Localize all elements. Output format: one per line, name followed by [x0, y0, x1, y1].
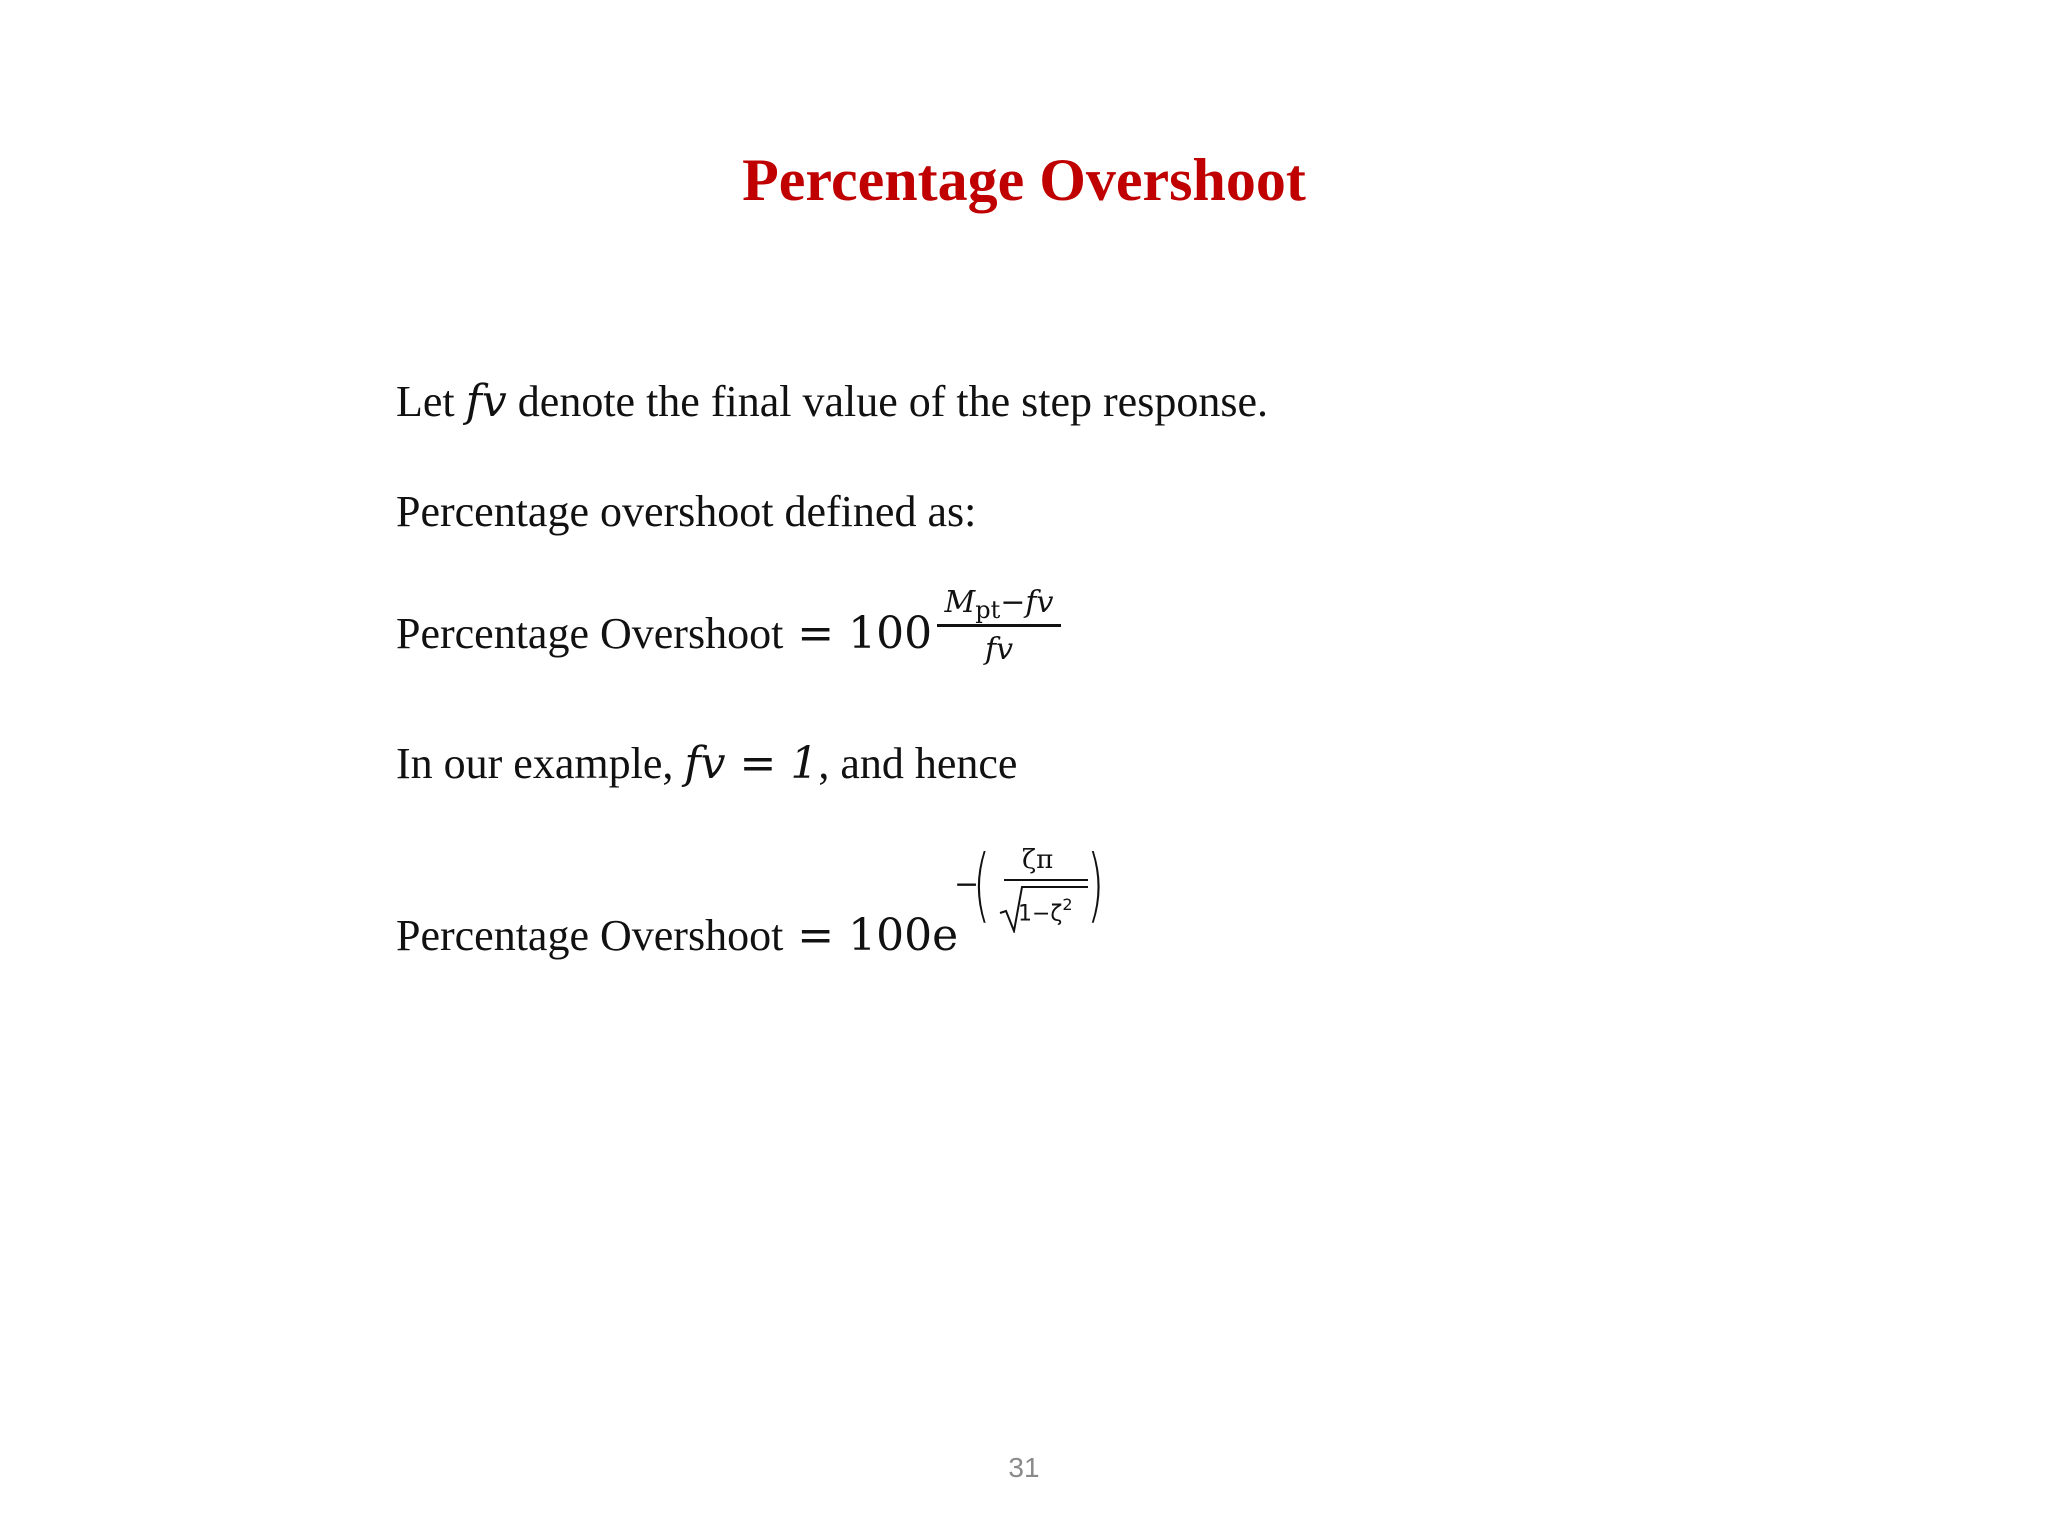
exponent-radicand [1018, 897, 1073, 926]
formula-lhs: Percentage Overshoot [396, 609, 784, 658]
text-suffix: denote the final value of the step response. [506, 377, 1268, 426]
formula-percentage-overshoot [396, 608, 933, 659]
example-statement [396, 738, 1018, 789]
page-number: 31 [1008, 1452, 1040, 1483]
left-paren: ( [973, 838, 991, 931]
formula-equals-100e: = 100e [783, 910, 959, 961]
radicand-power: 2 [1062, 895, 1073, 914]
text-prefix: In our example, [396, 739, 685, 788]
exponent-expression [952, 838, 1122, 945]
final-value-definition [396, 376, 1268, 427]
text-prefix: Let [396, 377, 466, 426]
formula-lhs: Percentage Overshoot [396, 911, 784, 960]
numerator-m: M [944, 585, 976, 620]
overshoot-fraction [937, 585, 1061, 667]
right-paren: ) [1087, 838, 1105, 931]
formula-overshoot-exponential [396, 910, 959, 961]
exponent-fraction-bar [1004, 879, 1088, 881]
slide-title: Percentage Overshoot [742, 147, 1306, 213]
overshoot-definition-intro: Percentage overshoot defined as: [396, 487, 977, 536]
exponent-numerator: ζπ [1022, 845, 1054, 875]
exponent-minus: − [954, 867, 980, 902]
numerator-subscript: pt [975, 596, 1001, 624]
numerator-rest: −fv [1000, 585, 1054, 620]
radicand-base: 1−ζ [1018, 901, 1063, 927]
math-fv: fv [465, 376, 507, 427]
formula-equals-100: = 100 [783, 608, 933, 659]
fraction-denominator: fv [984, 632, 1014, 667]
math-fv-equals-1: fv = 1 [684, 738, 819, 789]
fraction-numerator [937, 585, 1061, 624]
text-suffix: , and hence [818, 739, 1018, 788]
